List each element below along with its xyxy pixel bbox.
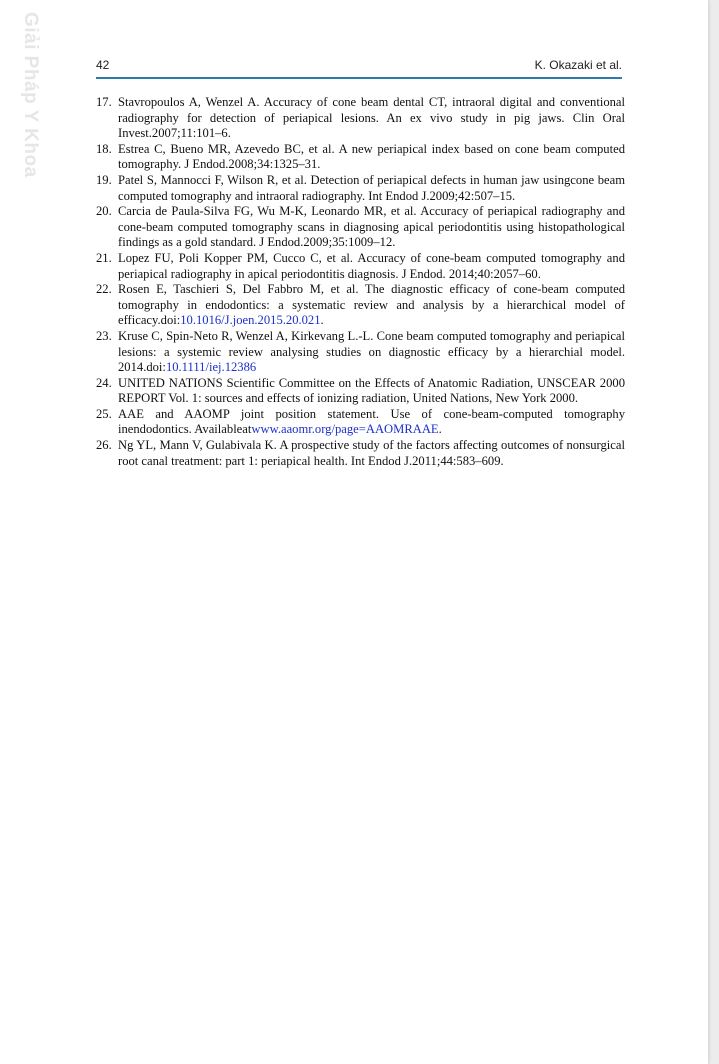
reference-item (96, 142, 625, 173)
url-link[interactable]: www.aaomr.org/page=AAOMRAAE (251, 422, 439, 437)
reference-item (96, 376, 625, 407)
reference-number: 25. (96, 406, 112, 421)
reference-text: UNITED NATIONS Scientific Committee on the Effects of Anatomic Radiation, UNSCEAR 2000 REPORT Vol. 1: sources and effects of ionizing radiation, United Nations, New York 2000. (118, 375, 625, 406)
reference-number: 18. (96, 141, 112, 156)
reference-text: Ng YL, Mann V, Gulabivala K. A prospective study of the factors affecting outcomes of nonsurgical root canal treatment: part 1: periapical health. Int Endod J.2011;44:583–609. (118, 438, 625, 468)
reference-number: 19. (96, 172, 112, 187)
running-head-authors: K. Okazaki et al. (534, 58, 622, 72)
reference-text: Stavropoulos A, Wenzel A. Accuracy of cone beam dental CT, intraoral digital and conventional radiography for detection of periapical lesions. An ex vivo study in pig jaws. Clin Oral Invest.2007;11:101–6. (118, 95, 625, 141)
watermark-text: Giải Pháp Y Khoa (20, 12, 41, 178)
page-number: 42 (96, 58, 110, 72)
reference-list (96, 95, 625, 469)
reference-item (96, 438, 625, 469)
reference-text: Estrea C, Bueno MR, Azevedo BC, et al. A new periapical index based on cone beam computed tomography. J Endod.2008;34:1325–31. (118, 141, 625, 172)
reference-text: Kruse C, Spin-Neto R, Wenzel A, Kirkevang L.-L. Cone beam computed tomography and periapical lesions: a systemic review analysing studies on diagnostic efficacy by a hierarchial model. 2014.doi: (118, 328, 625, 375)
reference-number: 22. (96, 282, 112, 297)
doi-link[interactable]: 10.1111/iej.12386 (165, 360, 257, 375)
header-rule (96, 77, 622, 79)
reference-text: Carcia de Paula-Silva FG, Wu M-K, Leonardo MR, et al. Accuracy of periapical radiography and cone-beam computed tomography scans in diagnosing apical periodontitis using histopathological findings as a gold standard. J Endod.2009;35:1009–12. (118, 204, 625, 250)
reference-number: 17. (96, 95, 112, 109)
reference-item (96, 95, 625, 142)
reference-text: AAE and AAOMP joint position statement. Use of cone-beam-computed tomography inendodontics. Availableat (118, 406, 625, 437)
reference-item (96, 173, 625, 204)
reference-text: Lopez FU, Poli Kopper PM, Cucco C, et al. Accuracy of cone-beam computed tomography and periapical radiography in apical periodontitis diagnosis. J Endod. 2014;40:2057–60. (118, 250, 625, 281)
reference-number: 21. (96, 250, 112, 265)
reference-item (96, 407, 625, 438)
reference-number: 20. (96, 204, 112, 219)
reference-number: 23. (96, 328, 112, 343)
reference-item (96, 251, 625, 282)
running-header (96, 58, 622, 76)
reference-tail: . (320, 313, 324, 328)
reference-tail: . (438, 422, 442, 437)
reference-item (96, 282, 625, 329)
reference-number: 26. (96, 438, 112, 453)
reference-number: 24. (96, 375, 112, 390)
reference-text: Rosen E, Taschieri S, Del Fabbro M, et al. The diagnostic efficacy of cone-beam computed tomography in endodontics: a systematic review and analysis by a hierarchical model of efficacy.doi: (118, 282, 625, 328)
doi-link[interactable]: 10.1016/J.joen.2015.20.021 (180, 313, 321, 328)
reference-item (96, 204, 625, 251)
reference-text: Patel S, Mannocci F, Wilson R, et al. Detection of periapical defects in human jaw usingcone beam computed tomography and intraoral radiography. Int Endod J.2009;42:507–15. (118, 172, 625, 203)
reference-item (96, 329, 625, 376)
